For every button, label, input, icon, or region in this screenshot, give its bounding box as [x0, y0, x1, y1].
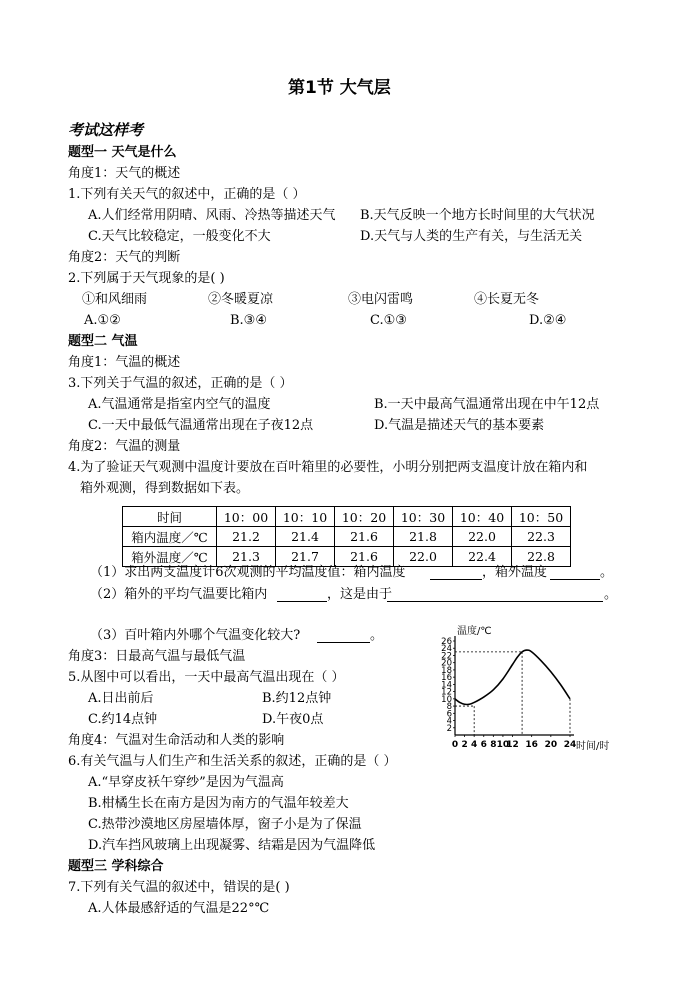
text-line-q5b: B.约12点钟	[262, 691, 332, 706]
table-cell: 箱外温度／℃	[123, 547, 217, 567]
text-line-q3c: C.一天中最低气温通常出现在子夜12点	[88, 418, 314, 433]
answer-blank[interactable]	[277, 601, 327, 602]
text-line-q4p3b: 。	[370, 628, 384, 643]
y-tick-label: 6	[446, 709, 452, 720]
text-line-t2: 题型二 气温	[68, 334, 138, 349]
text-line-q1a: A.人们经常用阴晴、风雨、冷热等描述天气	[88, 208, 336, 223]
text-line-q5d: D.午夜0点	[262, 712, 324, 727]
text-line-q6b: B.柑橘生长在南方是因为南方的气温年较差大	[88, 796, 349, 811]
table-cell: 21.3	[217, 547, 276, 567]
y-tick-label: 16	[441, 673, 452, 684]
table-cell: 21.6	[335, 527, 394, 547]
text-line-a2: 角度2：天气的判断	[68, 250, 181, 265]
text-line-q4p2a: （2）箱外的平均气温要比箱内	[90, 587, 268, 602]
y-tick-label: 24	[441, 644, 452, 655]
text-line-q4: 4.为了验证天气观测中温度计要放在百叶箱里的必要性，小明分别把两支温度计放在箱内和	[68, 460, 588, 475]
table-cell: 21.2	[217, 527, 276, 547]
section-heading: 考试这样考	[68, 121, 144, 139]
x-tick-label: 0	[451, 740, 459, 750]
table-row	[123, 547, 571, 567]
x-tick-label: 6	[480, 740, 487, 750]
text-line-q3b: B.一天中最高气温通常出现在中午12点	[374, 397, 600, 412]
text-line-q4p3a: （3）百叶箱内外哪个气温变化较大?	[90, 628, 301, 643]
text-line-q2d: D.②④	[529, 313, 567, 328]
text-line-q2o4: ④长夏无冬	[474, 292, 540, 307]
text-line-q6a: A.“早穿皮袄午穿纱”是因为气温高	[88, 775, 284, 790]
table-cell: 21.7	[276, 547, 335, 567]
text-line-q4p1a: （1）求出两支温度计6次观测的平均温度值：箱内温度	[90, 565, 406, 580]
y-tick-label: 10	[441, 694, 452, 705]
x-tick-label: 10	[496, 740, 510, 750]
series-line	[455, 650, 570, 704]
text-line-q2c: C.①③	[370, 313, 407, 328]
text-line-q4p1b: ，箱外温度	[482, 565, 548, 580]
text-line-q2o1: ①和风细雨	[82, 292, 148, 307]
x-tick-label: 2	[461, 740, 468, 750]
y-tick-label: 14	[441, 680, 452, 691]
text-line-q4p1c: 。	[600, 565, 614, 580]
table-cell: 10：20	[335, 507, 394, 527]
table-cell: 10：00	[217, 507, 276, 527]
text-line-q1c: C.天气比较稳定，一般变化不大	[88, 229, 271, 244]
table-cell: 时间	[123, 507, 217, 527]
text-line-a1: 角度1：天气的概述	[68, 166, 181, 181]
x-tick-label: 16	[525, 740, 538, 750]
table-cell: 22.3	[512, 527, 571, 547]
text-line-q5c: C.约14点钟	[88, 712, 158, 727]
text-line-t3: 题型三 学科综合	[68, 859, 164, 874]
x-tick-label: 24	[563, 740, 577, 750]
x-tick-label: 4	[471, 740, 478, 750]
text-line-q2b: B.③④	[230, 313, 267, 328]
text-line-q5a: A.日出前后	[88, 691, 154, 706]
y-tick-label: 12	[441, 687, 452, 698]
x-tick-label: 8	[490, 740, 497, 750]
table-cell: 22.0	[394, 547, 453, 567]
x-axis-label: 时间/时	[576, 741, 610, 752]
table-cell: 21.8	[394, 527, 453, 547]
table-cell: 22.0	[453, 527, 512, 547]
text-line-a5: 角度3：日最高气温与最低气温	[68, 649, 246, 664]
table-row	[123, 527, 571, 547]
table-cell: 21.6	[335, 547, 394, 567]
table-cell: 21.4	[276, 527, 335, 547]
text-line-q2o2: ②冬暖夏凉	[208, 292, 274, 307]
y-tick-label: 22	[441, 651, 452, 662]
y-tick-label: 4	[446, 716, 452, 727]
text-line-q6d: D.汽车挡风玻璃上出现凝雾、结霜是因为气温降低	[88, 838, 376, 853]
y-tick-label: 8	[446, 702, 452, 713]
temperature-chart	[430, 622, 620, 757]
text-line-t1: 题型一 天气是什么	[68, 145, 177, 160]
text-line-q1b: B.天气反映一个地方长时间里的大气状况	[360, 208, 595, 223]
table-cell: 10：10	[276, 507, 335, 527]
text-line-q3: 3.下列关于气温的叙述，正确的是（ ）	[68, 376, 293, 391]
text-line-a3: 角度1：气温的概述	[68, 355, 181, 370]
text-line-q3a: A.气温通常是指室内空气的温度	[88, 397, 271, 412]
text-line-q2: 2.下列属于天气现象的是( )	[68, 271, 225, 286]
x-tick-label: 20	[544, 740, 558, 750]
table-cell: 箱内温度／℃	[123, 527, 217, 547]
text-line-q6c: C.热带沙漠地区房屋墙体厚，窗子小是为了保温	[88, 817, 362, 832]
page-title: 第1节 大气层	[288, 78, 391, 98]
text-line-a4: 角度2：气温的测量	[68, 439, 181, 454]
text-line-q4b: 箱外观测，得到数据如下表。	[80, 481, 250, 496]
y-axis-label: 温度/℃	[457, 626, 492, 637]
y-tick-label: 2	[446, 723, 452, 734]
text-line-q3d: D.气温是描述天气的基本要素	[374, 418, 545, 433]
table-cell: 22.8	[512, 547, 571, 567]
answer-blank[interactable]	[317, 642, 370, 643]
y-tick-label: 20	[441, 658, 452, 669]
table-cell: 10：40	[453, 507, 512, 527]
y-tick-label: 18	[441, 665, 452, 676]
y-tick-label: 26	[441, 637, 452, 647]
x-tick-label: 12	[506, 740, 519, 750]
text-line-q2o3: ③电闪雷鸣	[348, 292, 414, 307]
text-line-q7a: A.人体最感舒适的气温是22°℃	[88, 901, 270, 916]
answer-blank[interactable]	[550, 579, 600, 580]
text-line-q7: 7.下列有关气温的叙述中，错误的是( )	[68, 880, 290, 895]
text-line-q1: 1.下列有关天气的叙述中，正确的是（ ）	[68, 187, 306, 202]
text-line-a6: 角度4：气温对生命活动和人类的影响	[68, 733, 285, 748]
text-line-q6: 6.有关气温与人们生产和生活关系的叙述，正确的是（ ）	[68, 754, 397, 769]
table-cell: 10：50	[512, 507, 571, 527]
text-line-q1d: D.天气与人类的生产有关，与生活无关	[360, 229, 583, 244]
answer-blank[interactable]	[387, 601, 603, 602]
answer-blank[interactable]	[430, 579, 482, 580]
text-line-q5: 5.从图中可以看出，一天中最高气温出现在（ ）	[68, 670, 345, 685]
text-line-q4p2b: ，这是由于	[327, 587, 393, 602]
table-cell: 22.4	[453, 547, 512, 567]
temperature-table	[122, 506, 571, 567]
table-cell: 10：30	[394, 507, 453, 527]
text-line-q4p2c: 。	[604, 587, 618, 602]
table-header-row	[123, 507, 571, 527]
text-line-q2a: A.①②	[84, 313, 121, 328]
